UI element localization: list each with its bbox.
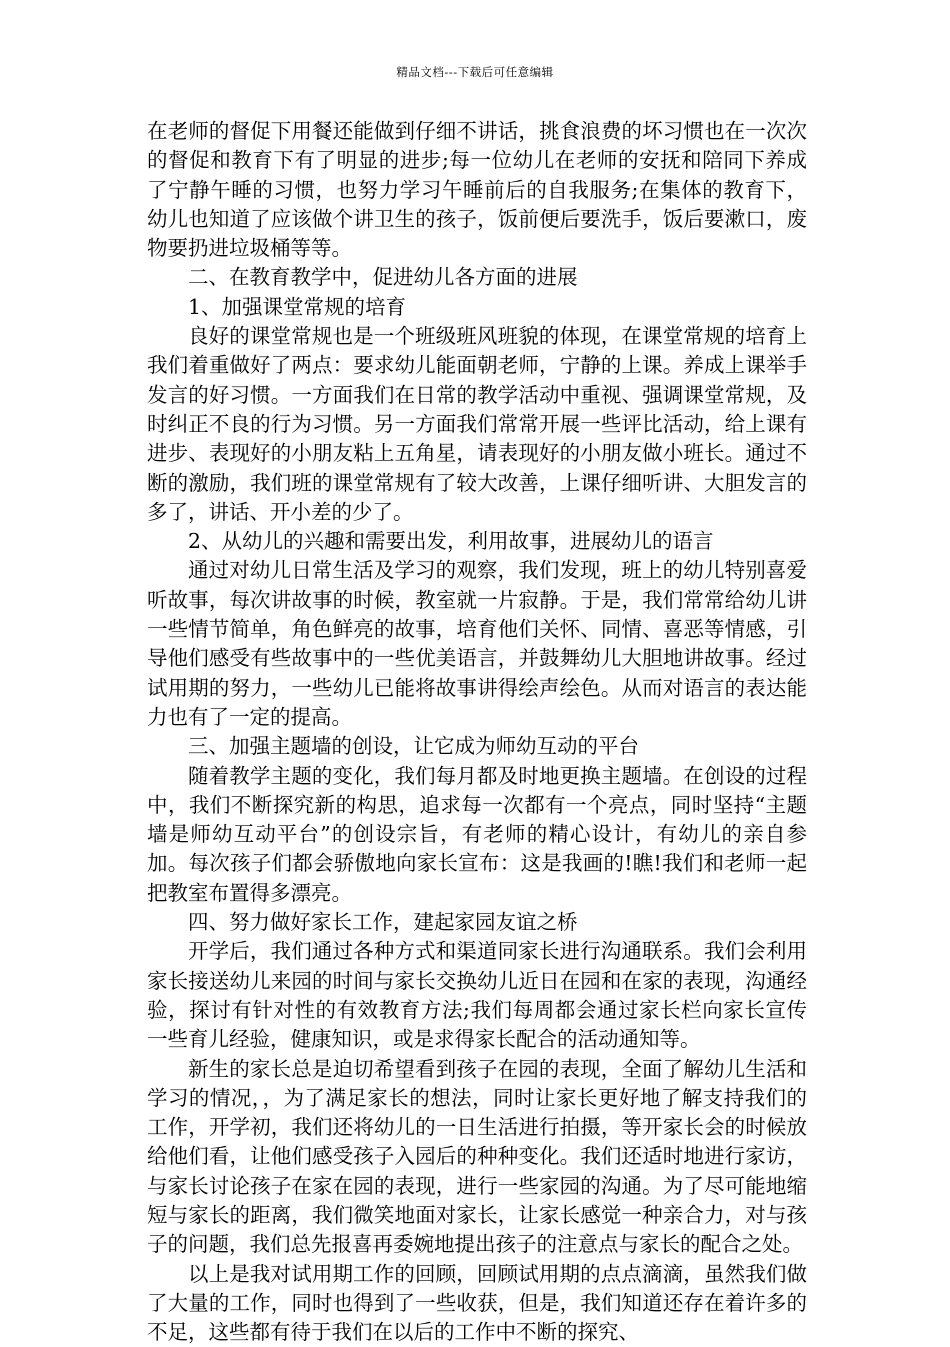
section-heading: 三、加强主题墙的创设，让它成为师幼互动的平台 [188, 734, 639, 759]
section-heading: 二、在教育教学中，促进幼儿各方面的进展 [188, 265, 578, 290]
subsection-heading: 2、从幼儿的兴趣和需要出发，利用故事，进展幼儿的语言 [188, 529, 714, 554]
paragraph: 以上是我对试用期工作的回顾，回顾试用期的点点滴滴，虽然我们做了大量的工作，同时也得到了一些收获，但是，我们知道还存在着许多的不足，这些都有待于我们在以后的工作中不断的探究、 [147, 1261, 807, 1345]
paragraph: 通过对幼儿日常生活及学习的观察，我们发现，班上的幼儿特别喜爱听故事，每次讲故事的时候，教室就一片寂静。于是，我们常常给幼儿讲一些情节简单，角色鲜亮的故事，培育他们关怀、同情、喜恶等情感，引导他们感受有些故事中的一些优美语言，并鼓舞幼儿大胆地讲故事。经过试用期的努力，一些幼儿已能将故事讲得绘声绘色。从而对语言的表达能力也有了一定的提高。 [147, 558, 807, 729]
paragraph: 新生的家长总是迫切希望看到孩子在园的表现，全面了解幼儿生活和学习的情况，，为了满足家长的想法，同时让家长更好地了解支持我们的工作，开学初，我们还将幼儿的一日生活进行拍摄，等开家长会的时候放给他们看，让他们感受孩子入园后的种种变化。我们还适时地进行家访，与家长讨论孩子在家在园的表现，进行一些家园的沟通。为了尽可能地缩短与家长的距离，我们微笑地面对家长，让家长感觉一种亲合力，对与孩子的问题，我们总先报喜再委婉地提出孩子的注意点与家长的配合之处。 [147, 1056, 807, 1257]
section-heading: 四、努力做好家长工作，建起家园友谊之桥 [188, 910, 578, 935]
paragraph: 在老师的督促下用餐还能做到仔细不讲话，挑食浪费的坏习惯也在一次次的督促和教育下有了明显的进步;每一位幼儿在老师的安抚和陪同下养成了宁静午睡的习惯，也努力学习午睡前后的自我服务;在集体的教育下，幼儿也知道了应该做个讲卫生的孩子，饭前便后要洗手，饭后要漱口，废物要扔进垃圾桶等等。 [147, 119, 807, 261]
paragraph: 随着教学主题的变化，我们每月都及时地更换主题墙。在创设的过程中，我们不断探究新的构思，追求每一次都有一个亮点，同时坚持“主题墙是师幼互动平台”的创设宗旨，有老师的精心设计，有幼儿的亲自参加。每次孩子们都会骄傲地向家长宣布：这是我画的!瞧!我们和老师一起把教室布置得多漂亮。 [147, 763, 807, 905]
paragraph: 良好的课堂常规也是一个班级班风班貌的体现，在课堂常规的培育上我们着重做好了两点：要求幼儿能面朝老师，宁静的上课。养成上课举手发言的好习惯。一方面我们在日常的教学活动中重视、强调课堂常规，及时纠正不良的行为习惯。另一方面我们常常开展一些评比活动，给上课有进步、表现好的小朋友粘上五角星，请表现好的小朋友做小班长。通过不断的激励，我们班的课堂常规有了较大改善，上课仔细听讲、大胆发言的多了，讲话、开小差的少了。 [147, 324, 807, 524]
subsection-heading: 1、加强课堂常规的培育 [188, 294, 407, 319]
document-body [147, 117, 807, 1347]
paragraph: 开学后，我们通过各种方式和渠道同家长进行沟通联系。我们会利用家长接送幼儿来园的时间与家长交换幼儿近日在园和在家的表现，沟通经验，探讨有针对性的有效教育方法;我们每周都会通过家长栏向家长宣传一些育儿经验，健康知识，或是求得家长配合的活动通知等。 [147, 939, 807, 1052]
page-header: 精品文档---下载后可任意编辑 [396, 65, 554, 79]
